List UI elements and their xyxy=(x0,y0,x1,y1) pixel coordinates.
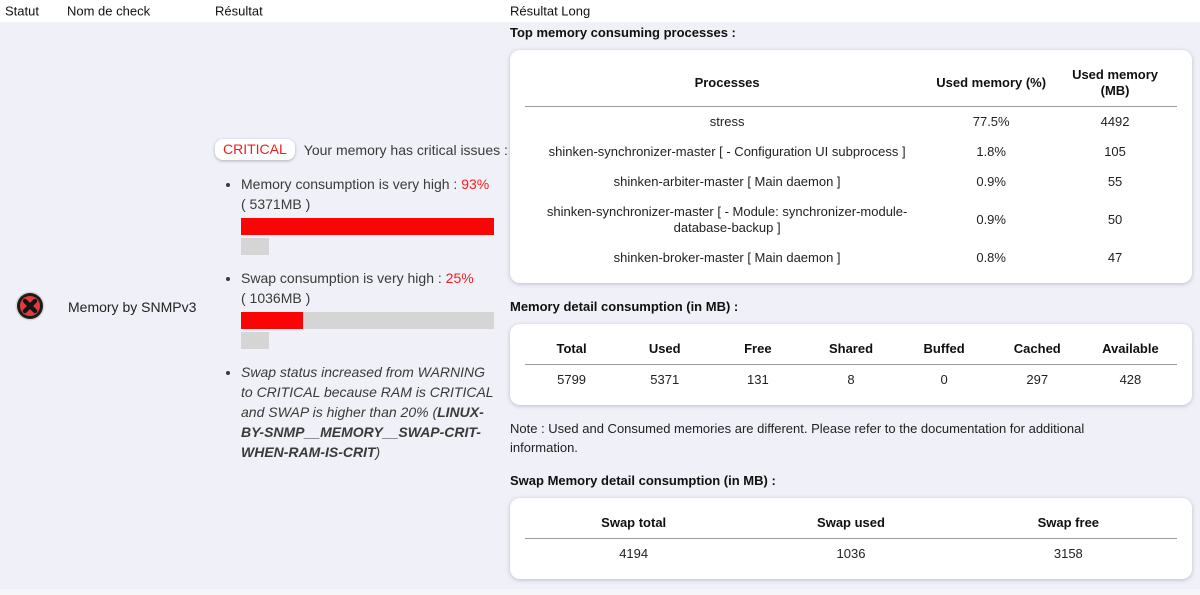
memory-detail-card xyxy=(510,324,1192,405)
table-header-row xyxy=(525,508,1177,539)
column-header: Processes xyxy=(525,60,929,107)
column-header: Used memory (MB) xyxy=(1053,60,1177,107)
check-name-cell xyxy=(60,22,210,592)
table-cell: 3158 xyxy=(1053,546,1083,561)
table-cell: 4492 xyxy=(1100,114,1130,129)
column-header: Used memory (%) xyxy=(929,60,1053,107)
table-cell: 1036 xyxy=(836,546,866,561)
table-cell: 131 xyxy=(747,372,769,387)
column-header: Cached xyxy=(991,334,1084,365)
table-cell: 5799 xyxy=(557,372,587,387)
result-headline: Your memory has critical issues : xyxy=(303,141,508,158)
column-header-nom-de-check: Nom de check xyxy=(67,3,151,19)
section-title-memory-detail: Memory detail consumption (in MB) : xyxy=(510,299,739,314)
column-header: Used xyxy=(618,334,711,365)
table-row xyxy=(525,107,1177,138)
table-cell: 297 xyxy=(1026,372,1049,387)
memory-detail-table xyxy=(525,334,1177,395)
processes-card xyxy=(510,50,1192,283)
progress-bar-segment xyxy=(303,312,494,329)
swap-bullet-text: Swap consumption is very high : xyxy=(241,270,446,286)
progress-bar-segment xyxy=(241,312,303,329)
memory-mb-value: ( 5371MB ) xyxy=(241,196,311,212)
table-row xyxy=(525,539,1177,570)
table-cell: shinken-arbiter-master [ Main daemon ] xyxy=(613,174,841,189)
table-cell: 0 xyxy=(940,372,948,387)
swap-note-text: Swap status increased from WARNING to CRITICAL because RAM is CRITICAL and SWAP is higher than 20% ( xyxy=(241,364,494,420)
column-header: Shared xyxy=(804,334,897,365)
table-cell: 1.8% xyxy=(976,144,1006,159)
section-title-top-processes: Top memory consuming processes : xyxy=(510,25,736,40)
column-header: Total xyxy=(525,334,618,365)
memory-progress-bar xyxy=(241,218,494,255)
progress-bar-segment xyxy=(241,238,269,255)
table-cell: 0.8% xyxy=(976,250,1006,265)
table-header-row xyxy=(525,334,1177,365)
progress-bar-segment xyxy=(241,332,269,349)
column-header: Swap total xyxy=(525,508,742,539)
table-row xyxy=(525,243,1177,273)
memory-note: Note : Used and Consumed memories are different. Please refer to the documentation for additional information. xyxy=(510,421,1085,455)
table-cell: shinken-broker-master [ Main daemon ] xyxy=(613,250,841,265)
memory-bullet-text: Memory consumption is very high : xyxy=(241,176,462,192)
table-cell: 77.5% xyxy=(972,114,1010,129)
swap-progress-bar xyxy=(241,312,494,349)
column-header: Swap used xyxy=(742,508,959,539)
table-row xyxy=(525,365,1177,396)
table-row xyxy=(525,167,1177,197)
column-header: Buffed xyxy=(898,334,991,365)
bottom-edge-strip xyxy=(0,589,1200,595)
table-cell: stress xyxy=(709,114,745,129)
column-header-resultat-long: Résultat Long xyxy=(510,3,591,19)
check-name-link[interactable]: Memory by SNMPv3 xyxy=(68,299,197,315)
table-cell: 50 xyxy=(1107,212,1123,227)
check-status-cell xyxy=(0,22,60,592)
column-header: Available xyxy=(1084,334,1177,365)
table-cell: 105 xyxy=(1104,144,1126,159)
table-cell: 0.9% xyxy=(976,212,1006,227)
swap-bullet xyxy=(241,268,497,349)
table-cell: 428 xyxy=(1119,372,1142,387)
status-badge: CRITICAL xyxy=(215,139,295,160)
swap-note-rule-name: LINUX-BY-SNMP__MEMORY__SWAP-CRIT-WHEN-RAM-IS-CRIT xyxy=(241,404,484,460)
result-bullet-list xyxy=(215,174,507,475)
section-title-swap-detail: Swap Memory detail consumption (in MB) : xyxy=(510,473,776,488)
swap-detail-card xyxy=(510,498,1192,579)
check-long-result-cell xyxy=(510,22,1192,579)
swap-percent-value: 25% xyxy=(445,270,474,286)
table-cell: 55 xyxy=(1107,174,1123,189)
progress-bar-segment xyxy=(241,218,494,235)
table-cell: shinken-synchronizer-master [ - Module: synchronizer-module-database-backup ] xyxy=(546,204,908,235)
swap-mb-value: ( 1036MB ) xyxy=(241,290,311,306)
processes-table xyxy=(525,60,1177,273)
column-header-resultat: Résultat xyxy=(215,3,263,19)
check-result-cell xyxy=(215,22,507,592)
table-cell: shinken-synchronizer-master [ - Configuration UI subprocess ] xyxy=(548,144,906,159)
critical-cross-circle-icon xyxy=(15,291,45,324)
table-header-row xyxy=(0,0,1200,22)
table-row xyxy=(525,197,1177,243)
swap-detail-table xyxy=(525,508,1177,569)
table-cell: 47 xyxy=(1107,250,1123,265)
column-header-statut: Statut xyxy=(5,3,39,19)
swap-note-suffix: ) xyxy=(375,444,381,460)
table-cell: 5371 xyxy=(650,372,680,387)
column-header: Swap free xyxy=(960,508,1177,539)
memory-bullet xyxy=(241,174,497,255)
table-cell: 4194 xyxy=(619,546,649,561)
table-row xyxy=(525,137,1177,167)
table-cell: 8 xyxy=(847,372,855,387)
swap-status-note xyxy=(241,362,497,462)
column-header: Free xyxy=(711,334,804,365)
memory-percent-value: 93% xyxy=(461,176,490,192)
table-header-row xyxy=(525,60,1177,107)
table-cell: 0.9% xyxy=(976,174,1006,189)
